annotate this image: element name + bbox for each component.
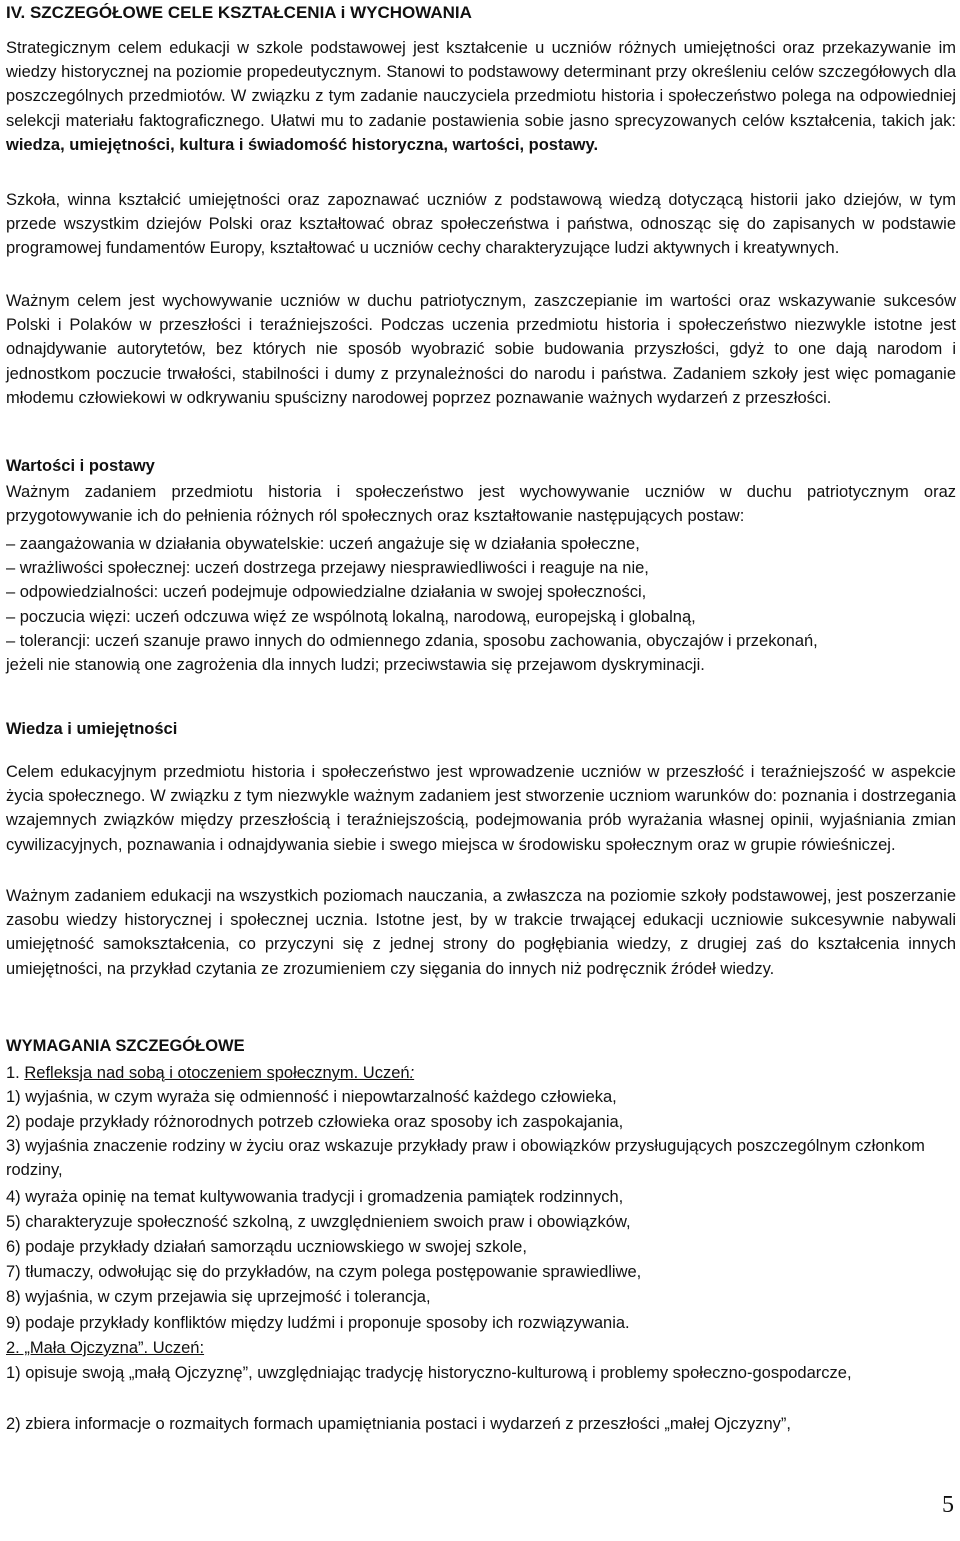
requirements-title: WYMAGANIA SZCZEGÓŁOWE: [6, 1037, 245, 1055]
intro-paragraph-2: Szkoła, winna kształcić umiejętności oraz zapoznawać uczniów z podstawową wiedzą dotyczącą historii jako dziejów, w tym przede wszystkim dziejów Polski oraz kształtować obraz społeczeństwa i państwa, odnosząc się do zapisanych w podstawie programowej fundamentów Europy, kształtować u uczniów cechy charakteryzujące ludzi aktywnych i kreatywnych.: [6, 191, 956, 258]
intro-bold-goals: wiedza, umiejętności, kultura i świadomość historyczna, wartości, postawy.: [6, 135, 599, 154]
intro-text: Strategicznym celem edukacji w szkole podstawowej jest kształcenie u uczniów różnych umiejętności oraz przekazywanie im wiedzy historycznej na poziomie propedeutycznym. Stanowi to podstawowy determinant przy określeniu celów szczegółowych dla poszczególnych przedmiotów. W związku z tym zadanie nauczyciela przedmiotu historia i społeczeństwo polega na odpowiedniej selekcji materiału faktograficznego. Ułatwi mu to zadanie postawienia sobie jasno sprecyzowanych celów kształcenia, takich jak:: [6, 39, 956, 130]
page-number: 5: [942, 1492, 954, 1518]
requirement-item: 4) wyraża opinię na temat kultywowania tradycji i gromadzenia pamiątek rodzinnych,: [6, 1188, 624, 1206]
values-item: – wrażliwości społecznej: uczeń dostrzega przejawy niesprawiedliwości i reaguje na nie,: [6, 559, 649, 577]
requirement-item: 8) wyjaśnia, w czym przejawia się uprzejmość i tolerancja,: [6, 1288, 431, 1306]
section-1-number: 1.: [6, 1064, 25, 1082]
requirements-section-2-heading: 2. „Mała Ojczyzna”. Uczeń:: [6, 1339, 205, 1357]
values-item: – zaangażowania w działania obywatelskie: uczeń angażuje się w działania społeczne,: [6, 535, 640, 553]
values-lead: Ważnym zadaniem przedmiotu historia i społeczeństwo jest wychowywanie uczniów w duchu patriotycznym oraz przygotowywanie ich do pełnienia różnych ról społecznych oraz kształtowanie następujących postaw:: [6, 483, 956, 526]
values-section-title: Wartości i postawy: [6, 457, 155, 475]
requirement-item: 7) tłumaczy, odwołując się do przykładów, na czym polega postępowanie sprawiedliwe,: [6, 1263, 642, 1281]
knowledge-paragraph-1: Celem edukacyjnym przedmiotu historia i społeczeństwo jest wprowadzenie uczniów w przeszłość i teraźniejszość w aspekcie życia społecznego. W związku z tym niezwykle ważnym zadaniem jest stworzenie uczniom warunków do: poznania i dostrzegania wzajemnych związków między przeszłością i teraźniejszością, podejmowania prób wyrażania własnej opinii, wyjaśniania zmian cywilizacyjnych, poznawania i odnajdywania siebie i swego miejsca w środowisku społecznym oraz w grupie rówieśniczej.: [6, 763, 956, 854]
requirement-item: 1) wyjaśnia, w czym wyraża się odmienność i niepowtarzalność każdego człowieka,: [6, 1088, 617, 1106]
values-item: – tolerancji: uczeń szanuje prawo innych do odmiennego zdania, sposobu zachowania, obyczajów i przekonań,: [6, 632, 818, 650]
requirement-item: 6) podaje przykłady działań samorządu uczniowskiego w swojej szkole,: [6, 1238, 527, 1256]
section-1-colon: :: [409, 1064, 415, 1082]
chapter-heading: IV. SZCZEGÓŁOWE CELE KSZTAŁCENIA i WYCHOWANIA: [6, 3, 472, 22]
requirements-section-1-heading: [6, 1061, 956, 1085]
values-item: – poczucia więzi: uczeń odczuwa więź ze wspólnotą lokalną, narodową, europejską i globalną,: [6, 608, 696, 626]
requirement-item: 9) podaje przykłady konfliktów między ludźmi i proponuje sposoby ich rozwiązywania.: [6, 1314, 630, 1332]
section-1-title: Refleksja nad sobą i otoczeniem społecznym. Uczeń: [24, 1064, 410, 1082]
intro-paragraph-3: Ważnym celem jest wychowywanie uczniów w duchu patriotycznym, zaszczepianie im wartości oraz wskazywanie sukcesów Polski i Polaków w przeszłości i teraźniejszości. Podczas uczenia przedmiotu historia i społeczeństwo niezwykle istotne jest odnajdywanie autorytetów, bez których nie sposób wyobrazić sobie budowania przyszłości, gdyż to one dają narodom i jednostkom poczucie trwałości, stabilności i dumy z przynależności do narodu i państwa. Zadaniem szkoły jest więc pomaganie młodemu człowiekowi w odkrywaniu spuścizny narodowej poprzez poznawanie ważnych wydarzeń z przeszłości.: [6, 292, 956, 407]
requirement-item: 1) opisuje swoją „małą Ojczyznę”, uwzględniając tradycję historyczno-kulturową i problemy społeczno-gospodarcze,: [6, 1364, 852, 1382]
requirement-item: 2) podaje przykłady różnorodnych potrzeb człowieka oraz sposoby ich zaspokajania,: [6, 1113, 624, 1131]
values-item: – odpowiedzialności: uczeń podejmuje odpowiedzialne działania w swojej społeczności,: [6, 583, 647, 601]
requirement-item: 2) zbiera informacje o rozmaitych formach upamiętniania postaci i wydarzeń z przeszłości „małej Ojczyzny”,: [6, 1415, 791, 1433]
requirement-item: 5) charakteryzuje społeczność szkolną, z uwzględnieniem swoich praw i obowiązków,: [6, 1213, 631, 1231]
knowledge-section-title: Wiedza i umiejętności: [6, 720, 178, 738]
requirement-item: 3) wyjaśnia znaczenie rodziny w życiu oraz wskazuje przykłady praw i obowiązków przysługujących poszczególnym członkom rodziny,: [6, 1137, 925, 1180]
knowledge-paragraph-2: Ważnym zadaniem edukacji na wszystkich poziomach nauczania, a zwłaszcza na poziomie szkoły podstawowej, jest poszerzanie zasobu wiedzy historycznej i społecznej ucznia. Istotne jest, by w trakcie trwającej edukacji uczniowie sukcesywnie nabywali umiejętność samokształcenia, co przyczyni się z jednej strony do pogłębiania wiedzy, z drugiej zaś do kształcenia innych umiejętności, na przykład czytania ze zrozumieniem czy sięgania do innych niż podręcznik źródeł wiedzy.: [6, 887, 956, 978]
values-tail: jeżeli nie stanowią one zagrożenia dla innych ludzi; przeciwstawia się przejawom dyskryminacji.: [6, 656, 705, 674]
intro-paragraph-1: [6, 36, 956, 157]
